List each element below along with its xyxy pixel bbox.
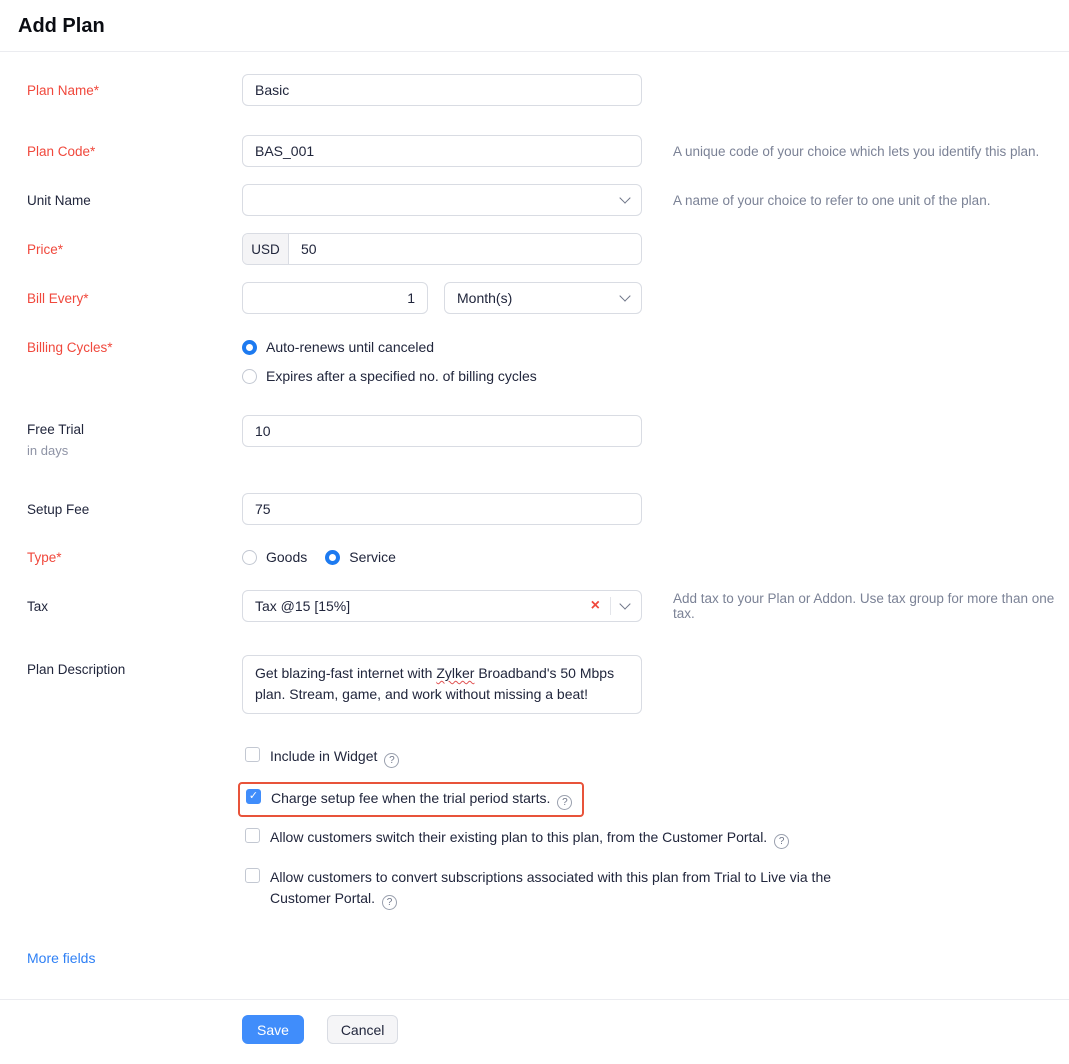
more-fields-link[interactable]: More fields [27,950,96,966]
checkbox-label[interactable]: Allow customers switch their existing plan to this plan, from the Customer Portal. [270,829,768,845]
checkbox-label[interactable]: Charge setup fee when the trial period starts. [271,790,551,806]
row-tax [0,590,1069,622]
unit-name-help: A name of your choice to refer to one unit of the plan. [673,192,991,208]
checkbox-label[interactable]: Allow customers to convert subscriptions associated with this plan from Trial to Live via the Customer Portal. [270,869,832,906]
row-plan-name [0,74,1069,106]
row-billing-cycles [0,339,1069,384]
row-free-trial [0,415,1069,458]
radio-label[interactable]: Auto-renews until canceled [266,339,435,355]
radio-label[interactable]: Expires after a specified no. of billing cycles [266,368,537,384]
price-group [242,233,642,265]
chevron-down-icon [619,598,630,609]
checkbox-label[interactable]: Include in Widget [270,748,378,764]
radio-icon[interactable] [242,340,257,355]
plan-code-input[interactable] [242,135,642,167]
checkbox-row-allow-trial-to-live [245,867,1069,910]
add-plan-form [0,52,1069,966]
page-header [0,0,1069,52]
cancel-button[interactable]: Cancel [327,1015,399,1044]
currency-prefix: USD [243,234,289,264]
save-button[interactable]: Save [242,1015,304,1044]
footer [0,999,1069,1064]
radio-service[interactable] [325,549,396,565]
row-type [0,549,1069,565]
plan-code-label: Plan Code* [27,143,96,159]
clear-icon[interactable]: × [590,597,600,614]
include-widget-checkbox[interactable] [245,747,260,762]
radio-icon[interactable] [325,550,340,565]
radio-label[interactable]: Service [349,549,396,565]
billing-cycles-radio-group [242,339,537,384]
unit-name-select[interactable] [242,184,642,216]
radio-label[interactable]: Goods [266,549,308,565]
plan-name-label: Plan Name* [27,82,100,98]
plan-name-input[interactable] [242,74,642,106]
check-icon: ✓ [248,790,259,802]
free-trial-label [27,415,242,458]
bill-every-unit-value: Month(s) [457,290,513,306]
row-bill-every [0,282,1069,314]
unit-name-label: Unit Name [27,192,91,208]
free-trial-input[interactable] [242,415,642,447]
chevron-down-icon [619,192,630,203]
free-trial-sublabel: in days [27,443,69,458]
allow-trial-to-live-checkbox[interactable] [245,868,260,883]
checkbox-row-include-widget [245,746,1069,768]
row-plan-description [0,655,1069,714]
price-label: Price* [27,241,64,257]
bill-every-input[interactable] [242,282,428,314]
annotation-highlight-box [238,782,584,817]
radio-auto-renews[interactable] [242,339,537,355]
row-unit-name [0,184,1069,216]
plan-code-help: A unique code of your choice which lets you identify this plan. [673,143,1040,159]
setup-fee-label: Setup Fee [27,501,90,517]
price-input[interactable] [289,234,641,264]
plan-description-label: Plan Description [27,662,126,677]
row-price [0,233,1069,265]
type-radio-group [242,549,396,565]
radio-expires-after[interactable] [242,368,537,384]
chevron-down-icon [619,290,630,301]
help-icon[interactable]: ? [557,795,572,810]
radio-goods[interactable] [242,549,307,565]
type-label: Type* [27,549,62,565]
help-icon[interactable]: ? [774,834,789,849]
radio-icon[interactable] [242,550,257,565]
billing-cycles-label: Billing Cycles* [27,340,113,355]
tax-label: Tax [27,598,49,614]
page-title: Add Plan [18,15,105,37]
radio-icon[interactable] [242,369,257,384]
tax-help: Add tax to your Plan or Addon. Use tax group for more than one tax. [673,591,1055,621]
checkbox-row-charge-setup-fee [246,788,572,810]
bill-every-label: Bill Every* [27,290,89,306]
setup-fee-input[interactable] [242,493,642,525]
row-setup-fee [0,493,1069,525]
bill-every-unit-select[interactable] [444,282,642,314]
free-trial-label-text: Free Trial [27,422,85,437]
checkbox-section [0,746,1069,910]
help-icon[interactable]: ? [382,895,397,910]
allow-switch-plan-checkbox[interactable] [245,828,260,843]
checkbox-row-allow-switch-plan [245,827,1069,849]
row-plan-code [0,135,1069,167]
charge-setup-fee-checkbox[interactable] [246,789,261,804]
plan-description-textarea[interactable]: Get blazing-fast internet with Zylker Broadband's 50 Mbps plan. Stream, game, and work without missing a beat! [242,655,642,714]
select-divider [610,597,611,615]
tax-value: Tax @15 [15%] [255,598,351,614]
tax-select[interactable] [242,590,642,622]
help-icon[interactable]: ? [384,753,399,768]
